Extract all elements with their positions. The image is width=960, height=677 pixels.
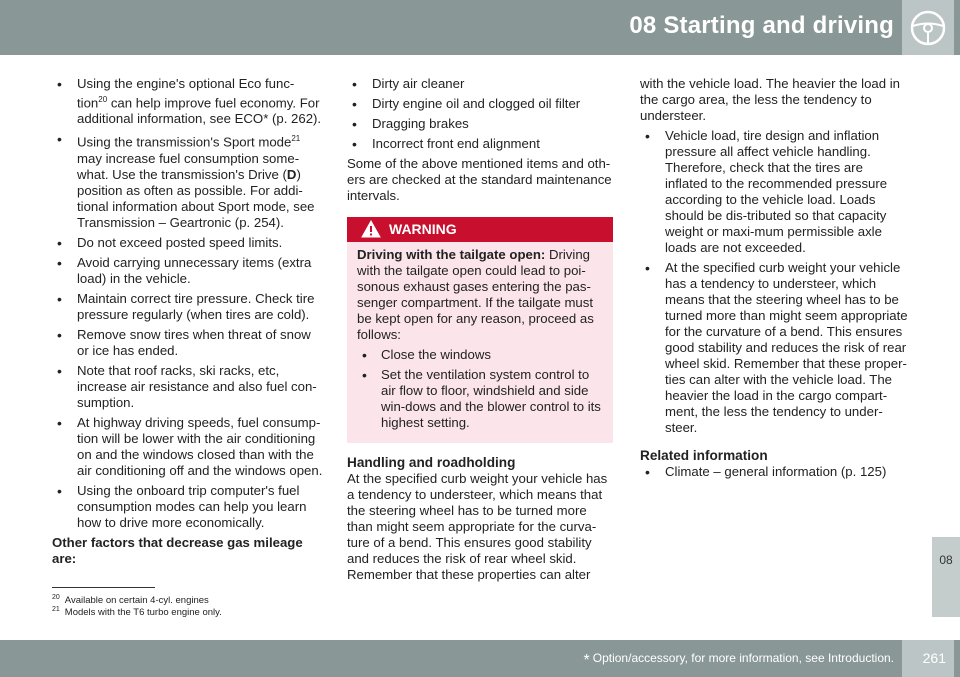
list-item: • Close the windows xyxy=(357,347,603,363)
fuel-tips-list xyxy=(52,76,324,531)
list-item: • Using the transmission's Sport mode$^{21}$ may increase fuel consumption some-what. Use the transmission's Drive (D) position as often as possible. For addi-tional information about Sport mode, see Transmission – Geartronic (p. 254). xyxy=(52,131,324,230)
list-item: • Note that roof racks, ski racks, etc, increase air resistance and also fuel con-sumption. xyxy=(52,363,324,411)
warning-triangle-icon xyxy=(361,220,381,238)
column-1 xyxy=(52,76,324,571)
list-item: • Avoid carrying unnecessary items (extra load) in the vehicle. xyxy=(52,255,324,287)
warning-list xyxy=(357,347,603,431)
understeer-paragraph: with the vehicle load. The heavier the load in the cargo area, the less the tendency to understeer. xyxy=(640,76,901,123)
asterisk-icon: * xyxy=(583,652,590,669)
page-number: 261 xyxy=(922,650,946,666)
chapter-tab-label: 08 xyxy=(939,553,953,567)
list-item: • Do not exceed posted speed limits. xyxy=(52,235,324,251)
maintenance-paragraph: Some of the above mentioned items and oth-ers are checked at the standard maintenance intervals. xyxy=(347,156,612,203)
steering-wheel-icon xyxy=(909,9,947,47)
handling-heading: Handling and roadholding xyxy=(347,455,516,470)
handling-list xyxy=(640,128,908,436)
column-2 xyxy=(347,76,613,587)
list-item: • Dirty engine oil and clogged oil filter xyxy=(347,96,613,112)
list-item: • At highway driving speeds, fuel consump-tion will be lower with the air conditioning on and the windows closed than with the air conditioning off and the windows open. xyxy=(52,415,324,479)
list-item: • Set the ventilation system control to air flow to floor, windshield and side win-dows and the blower control to its highest setting. xyxy=(357,367,603,431)
footnote-21: $^{21}$ Models with the T6 turbo engine only. xyxy=(52,606,222,619)
warning-lead: Driving with the tailgate open: xyxy=(357,247,546,262)
related-link[interactable]: • Climate – general information (p. 125) xyxy=(640,464,908,480)
list-item: • Incorrect front end alignment xyxy=(347,136,613,152)
list-item: • Maintain correct tire pressure. Check tire pressure regularly (when tires are cold). xyxy=(52,291,324,323)
list-item: • At the specified curb weight your vehicle has a tendency to understeer, which means that the steering wheel has to be turned more than might seem appropriate for the curvature of a bend. This ensures good stability and reduces the risk of rear wheel skid. Remember that these proper-ties can alter with the vehicle load. The heavier the load in the cargo compart-ment, the less the tendency to under-steer. xyxy=(640,260,908,436)
column-3 xyxy=(640,76,908,484)
chapter-tab xyxy=(932,537,960,617)
warning-text: Driving with the tailgate open could lead to poi-sonous exhaust gases entering the pas-senger compartment. If the tailgate must be kept open for any reason, proceed as follows: xyxy=(357,247,594,342)
related-info-heading: Related information xyxy=(640,448,768,463)
related-info-list xyxy=(640,464,908,480)
chapter-title: 08 Starting and driving xyxy=(629,12,894,39)
warning-box xyxy=(347,217,613,443)
handling-paragraph: At the specified curb weight your vehicle has a tendency to understeer, which means that the steering wheel has to be turned more than might seem appropriate for the curva-ture of a bend. This ensures good stability and reduces the risk of rear wheel skid. Remember that these properties can alter xyxy=(347,471,608,582)
factors-list xyxy=(347,76,613,152)
list-item: • Vehicle load, tire design and inflation pressure all affect vehicle handling. Therefore, check that the tires are inflated to the recommended pressure according to the vehicle load. Loads should be dis-tributed so that capacity weight or maxi-mum permissible axle loads are not exceeded. xyxy=(640,128,908,256)
list-item: • Dragging brakes xyxy=(347,116,613,132)
footer-note: * Option/accessory, for more information, see Introduction. xyxy=(583,651,894,669)
list-item: • Remove snow tires when threat of snow or ice has ended. xyxy=(52,327,324,359)
list-item: • Using the engine's optional Eco func-tion$^{20}$ can help improve fuel economy. For additional information, see ECO* (p. 262). xyxy=(52,76,324,127)
footnote-divider xyxy=(52,587,155,588)
chapter-icon-box xyxy=(902,0,954,55)
list-item: • Dirty air cleaner xyxy=(347,76,613,92)
list-item: • Using the onboard trip computer's fuel consumption modes can help you learn how to drive more economically. xyxy=(52,483,324,531)
warning-title: WARNING xyxy=(389,221,457,237)
other-factors-subhead: Other factors that decrease gas mileage are: xyxy=(52,534,303,566)
footnote-20: $^{20}$ Available on certain 4-cyl. engines xyxy=(52,594,209,607)
warning-header xyxy=(347,217,613,242)
warning-body xyxy=(347,242,613,443)
